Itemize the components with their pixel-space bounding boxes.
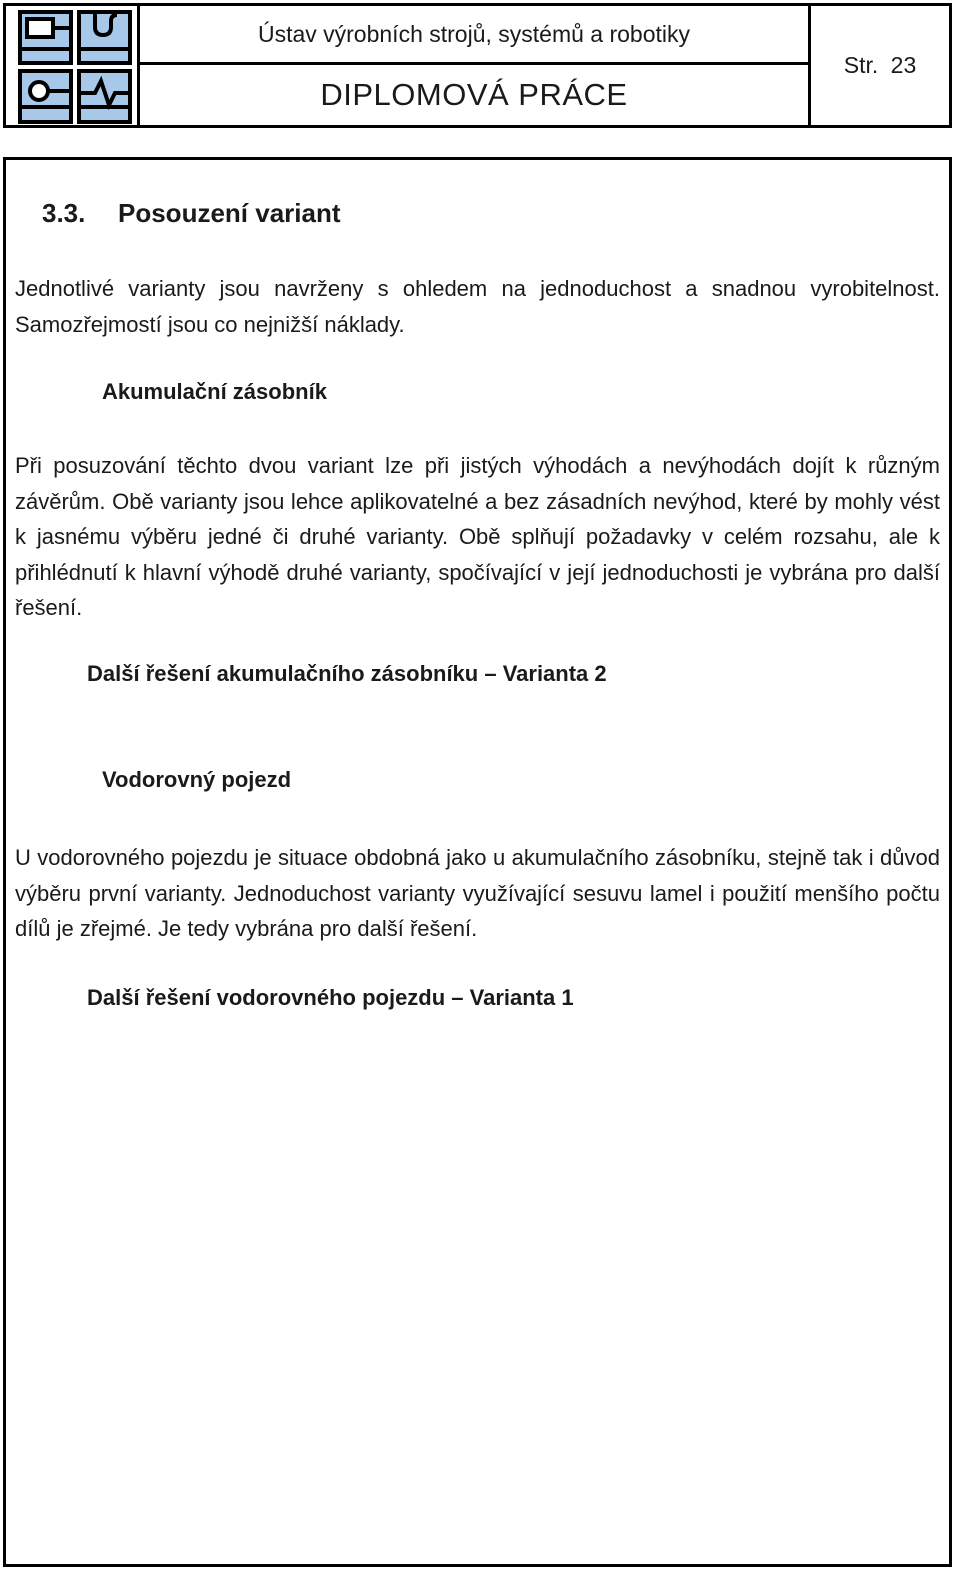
horizontal-heading: Vodorovný pojezd bbox=[102, 767, 292, 792]
document-type: DIPLOMOVÁ PRÁCE bbox=[320, 77, 628, 112]
page-header bbox=[3, 3, 952, 128]
accumulator-heading: Akumulační zásobník bbox=[102, 379, 327, 404]
accumulator-conclusion: Další řešení akumulačního zásobníku – Varianta 2 bbox=[87, 661, 607, 686]
institute-name: Ústav výrobních strojů, systémů a robotiky bbox=[140, 6, 808, 65]
logo-cell bbox=[6, 6, 140, 125]
horizontal-conclusion: Další řešení vodorovného pojezdu – Varianta 1 bbox=[87, 985, 574, 1010]
accumulator-paragraph: Při posuzování těchto dvou variant lze při jistých výhodách a nevýhodách dojít k různým závěrům. Obě varianty jsou lehce aplikovatelné a bez zásadních nevýhod, které by mohly vést k jasnému výběru jedné či druhé varianty. Obě splňují požadavky v celém rozsahu, ale k přihlédnutí k hlavní výhodě druhé varianty, spočívající v její jednoduchosti je vybrána pro další řešení. bbox=[15, 453, 940, 620]
header-title-cell bbox=[140, 6, 811, 125]
horizontal-paragraph: U vodorovného pojezdu je situace obdobná jako u akumulačního zásobníku, stejně tak i důvod výběru první varianty. Jednoduchost varianty využívající sesuvu lamel i použití menšího počtu dílů je zřejmé. Je tedy vybrána pro další řešení. bbox=[15, 845, 940, 941]
page-number: Str. 23 bbox=[843, 52, 917, 78]
intro-paragraph: Jednotlivé varianty jsou navrženy s ohledem na jednoduchost a snadnou vyrobitelnost. Samozřejmostí jsou co nejnižší náklady. bbox=[15, 276, 940, 337]
faculty-logo-icon bbox=[17, 9, 133, 125]
section-number: 3.3. bbox=[42, 198, 86, 228]
section-heading bbox=[42, 198, 341, 229]
section-title: Posouzení variant bbox=[118, 198, 341, 228]
